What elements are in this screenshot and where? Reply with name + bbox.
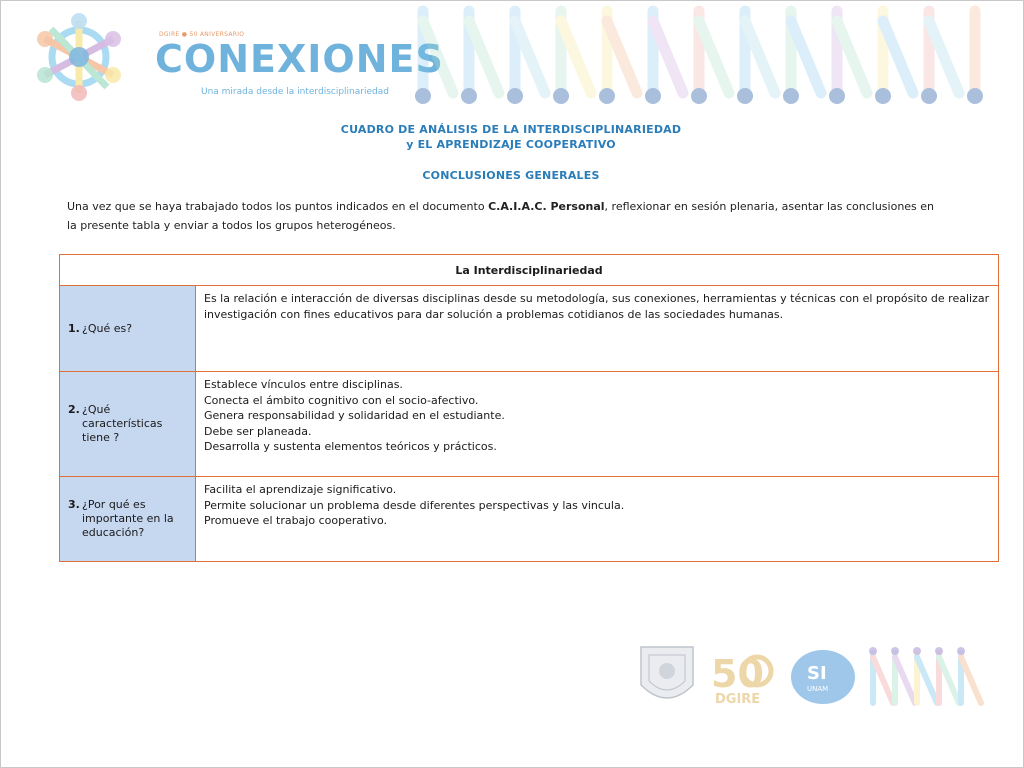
logo-tagline: DGIRE ● 50 ANIVERSARIO <box>159 31 245 38</box>
unam-shield-icon <box>641 647 693 698</box>
si-unam-text: UNAM <box>807 685 829 693</box>
question-cell <box>60 372 196 477</box>
dgire-50-number: 50 <box>711 652 764 696</box>
section-title: CONCLUSIONES GENERALES <box>422 169 600 182</box>
answer-line: Debe ser planeada. <box>204 424 312 438</box>
si-unam-logo <box>791 650 855 704</box>
question-text: ¿Por qué es importante en la educación? <box>82 498 174 539</box>
table-row <box>60 286 999 372</box>
intro-paragraph <box>67 197 947 235</box>
answer-line: Promueve el trabajo cooperativo. <box>204 514 388 527</box>
intro-text-after: , reflexionar en sesión plenaria, asentar las conclusiones en la presente tabla y enviar a todos los grupos heterogéneos. <box>67 200 935 232</box>
logo-subtitle: Una mirada desde la interdisciplinariedad <box>201 87 389 97</box>
table-row <box>60 372 999 477</box>
question-number: 3. <box>68 498 80 511</box>
network-logo-icon <box>31 9 131 109</box>
answer-line: Genera responsabilidad y solidaridad en el estudiante. <box>204 409 505 422</box>
logo-title: CONEXIONES <box>155 37 444 81</box>
answer-line: Facilita el aprendizaje significativo. <box>204 483 397 496</box>
answer-cell <box>196 372 999 477</box>
mini-stripes-logo <box>873 653 981 703</box>
answer-line: Conecta el ámbito cognitivo con el socio-afectivo. <box>204 393 479 407</box>
table-header-row <box>60 255 999 286</box>
intro-document-name: C.A.I.A.C. Personal <box>488 200 605 213</box>
dgire-50-logo <box>711 652 771 707</box>
question-number: 1. <box>68 321 80 335</box>
footer-logos <box>635 641 995 711</box>
answer-cell <box>196 477 999 562</box>
si-text: SI <box>807 663 827 684</box>
intro-text-before: Una vez que se haya trabajado todos los puntos indicados en el documento <box>67 200 489 213</box>
title-line-1: CUADRO DE ANÁLISIS DE LA INTERDISCIPLINARIEDAD <box>340 123 682 136</box>
dgire-text: DGIRE <box>715 692 761 707</box>
answer-line: Establece vínculos entre disciplinas. <box>204 378 403 391</box>
question-text: ¿Qué características tiene ? <box>82 403 163 444</box>
answer-line: Permite solucionar un problema desde diferentes perspectivas y las vincula. <box>204 498 625 512</box>
question-number: 2. <box>68 403 80 416</box>
question-text: ¿Qué es? <box>82 321 133 335</box>
answer-line: Desarrolla y sustenta elementos teóricos y prácticos. <box>204 440 497 453</box>
question-cell <box>60 477 196 562</box>
question-cell <box>60 286 196 372</box>
conexiones-logo <box>31 9 444 109</box>
decorative-stripes <box>401 1 1001 109</box>
table-row <box>60 477 999 562</box>
title-line-2: y EL APRENDIZAJE COOPERATIVO <box>406 138 616 151</box>
answer-cell <box>196 286 999 372</box>
table-header: La Interdisciplinariedad <box>60 255 999 286</box>
answer-line: Es la relación e interacción de diversas disciplinas desde su metodología, sus conexiones, herramientas y técnicas con el propósito de realizar investigación con fines educativos para dar solución a problemas cotidianos de las sociedades humanas. <box>204 292 990 321</box>
analysis-table <box>59 254 999 562</box>
